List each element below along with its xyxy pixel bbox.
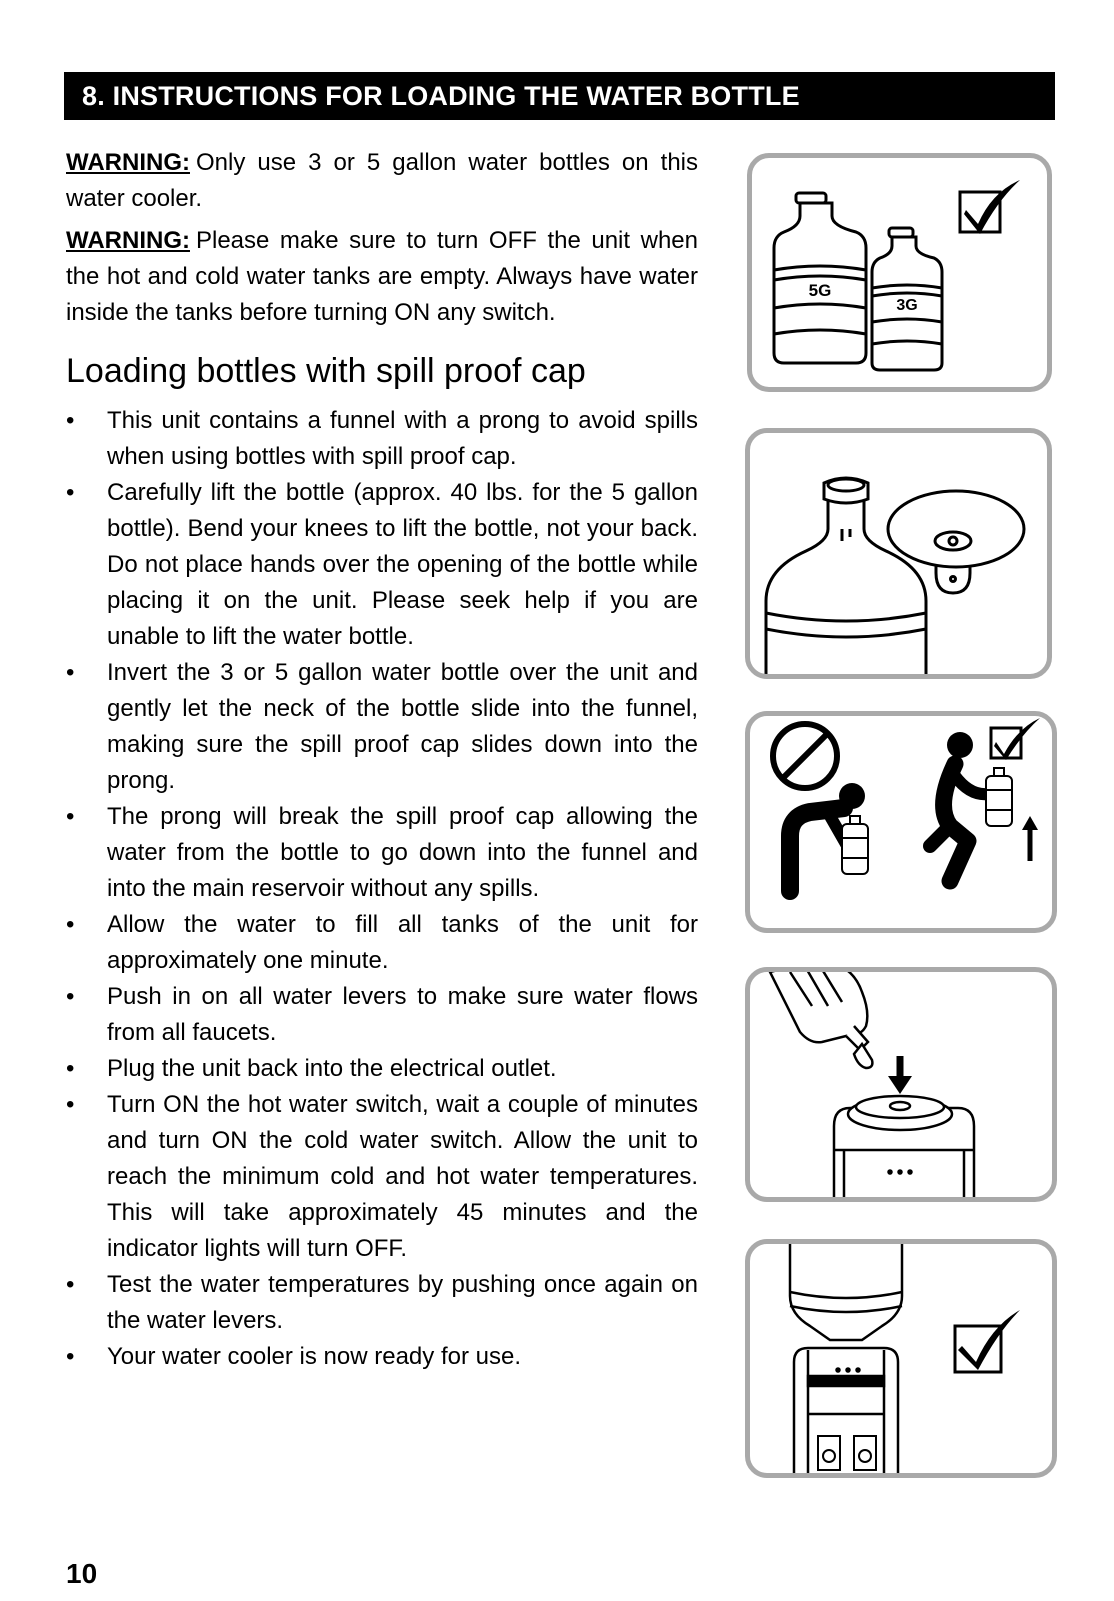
list-item <box>66 1339 698 1375</box>
three-gallon-label: 3G <box>896 297 918 314</box>
list-item <box>66 1267 698 1339</box>
step-text: Allow the water to fill all tanks of the unit for approximately one minute. <box>107 911 698 974</box>
warning-paragraph <box>66 223 698 331</box>
five-gallon-bottle-icon <box>774 193 866 363</box>
small-bottle-icon <box>986 768 1012 826</box>
faucet-icon <box>854 1436 876 1470</box>
installed-bottle-panel <box>745 1239 1057 1478</box>
bullet-icon: • <box>66 1271 75 1298</box>
correct-lifting-figure-icon <box>930 732 988 881</box>
step-text: Invert the 3 or 5 gallon water bottle over the unit and gently let the neck of the bottle slide into the funnel, making sure the spill proof cap slides down into the prong. <box>107 659 698 794</box>
instructions-text <box>66 145 698 1375</box>
step-text: Turn ON the hot water switch, wait a couple of minutes and turn ON the cold water switch. Allow the unit to reach the minimum cold and hot water temperatures. This will take approximately 45 minutes and the indicator lights will turn OFF. <box>107 1091 698 1262</box>
invert-bottle-panel <box>745 967 1057 1202</box>
installed-bottle-icon <box>790 1244 902 1340</box>
bullet-icon: • <box>66 1091 75 1118</box>
lifting-posture-panel <box>745 711 1057 933</box>
bottle-and-funnel-illustration <box>750 433 1047 674</box>
warning-label: WARNING: <box>66 149 190 176</box>
section-title: 8. INSTRUCTIONS FOR LOADING THE WATER BOTTLE <box>82 80 800 111</box>
spill-proof-cap-panel <box>745 428 1052 679</box>
list-item <box>66 1087 698 1267</box>
bullet-icon: • <box>66 407 75 434</box>
step-text: Plug the unit back into the electrical outlet. <box>107 1055 557 1082</box>
installed-bottle-illustration <box>750 1244 1052 1473</box>
checkmark-icon <box>960 180 1020 234</box>
bullet-icon: • <box>66 1343 75 1370</box>
water-cooler-top-icon <box>834 1096 974 1197</box>
warning-text: Please make sure to turn OFF the unit when the hot and cold water tanks are empty. Always have water inside the tanks before turning ON any switch. <box>66 227 698 326</box>
step-text: Push in on all water levers to make sure water flows from all faucets. <box>107 983 698 1046</box>
step-text: This unit contains a funnel with a prong to avoid spills when using bottles with spill proof cap. <box>107 407 698 470</box>
step-text: Test the water temperatures by pushing once again on the water levers. <box>107 1271 698 1334</box>
subheading: Loading bottles with spill proof cap <box>66 352 586 390</box>
bullet-icon: • <box>66 1055 75 1082</box>
list-item <box>66 655 698 799</box>
water-cooler-icon <box>794 1348 898 1473</box>
list-item <box>66 979 698 1051</box>
bottle-sizes-panel <box>747 153 1052 392</box>
inverted-bottle-icon <box>770 972 872 1068</box>
list-item <box>66 799 698 907</box>
checkmark-icon <box>955 1310 1020 1372</box>
bullet-icon: • <box>66 659 75 686</box>
bottle-sizes-illustration <box>752 158 1047 387</box>
bullet-icon: • <box>66 479 75 506</box>
five-gallon-label: 5G <box>808 281 832 300</box>
list-item <box>66 907 698 979</box>
no-symbol-icon <box>773 724 837 788</box>
invert-bottle-illustration <box>750 972 1052 1197</box>
page-number: 10 <box>66 1558 98 1589</box>
list-item <box>66 1051 698 1087</box>
lifting-posture-illustration <box>750 716 1052 928</box>
warning-label: WARNING: <box>66 227 190 254</box>
step-text: Your water cooler is now ready for use. <box>107 1343 521 1370</box>
step-text: The prong will break the spill proof cap allowing the water from the bottle to go down into the funnel and into the main reservoir without any spills. <box>107 803 698 902</box>
step-text: Carefully lift the bottle (approx. 40 lbs. for the 5 gallon bottle). Bend your knees to lift the bottle, not your back. Do not place hands over the opening of the bottle while placing it on the unit. Please seek help if you are unable to lift the water bottle. <box>107 479 698 650</box>
steps-list <box>66 403 698 1375</box>
list-item <box>66 403 698 475</box>
warning-text: Only use 3 or 5 gallon water bottles on this water cooler. <box>66 149 698 212</box>
list-item <box>66 475 698 655</box>
warning-paragraph <box>66 145 698 217</box>
bullet-icon: • <box>66 983 75 1010</box>
bullet-icon: • <box>66 803 75 830</box>
arrow-up-icon <box>1022 816 1038 861</box>
checkmark-icon <box>991 718 1040 760</box>
arrow-down-icon <box>888 1056 912 1094</box>
bullet-icon: • <box>66 911 75 938</box>
small-bottle-icon <box>842 816 868 874</box>
faucet-icon <box>818 1436 840 1470</box>
section-header <box>64 72 1055 120</box>
